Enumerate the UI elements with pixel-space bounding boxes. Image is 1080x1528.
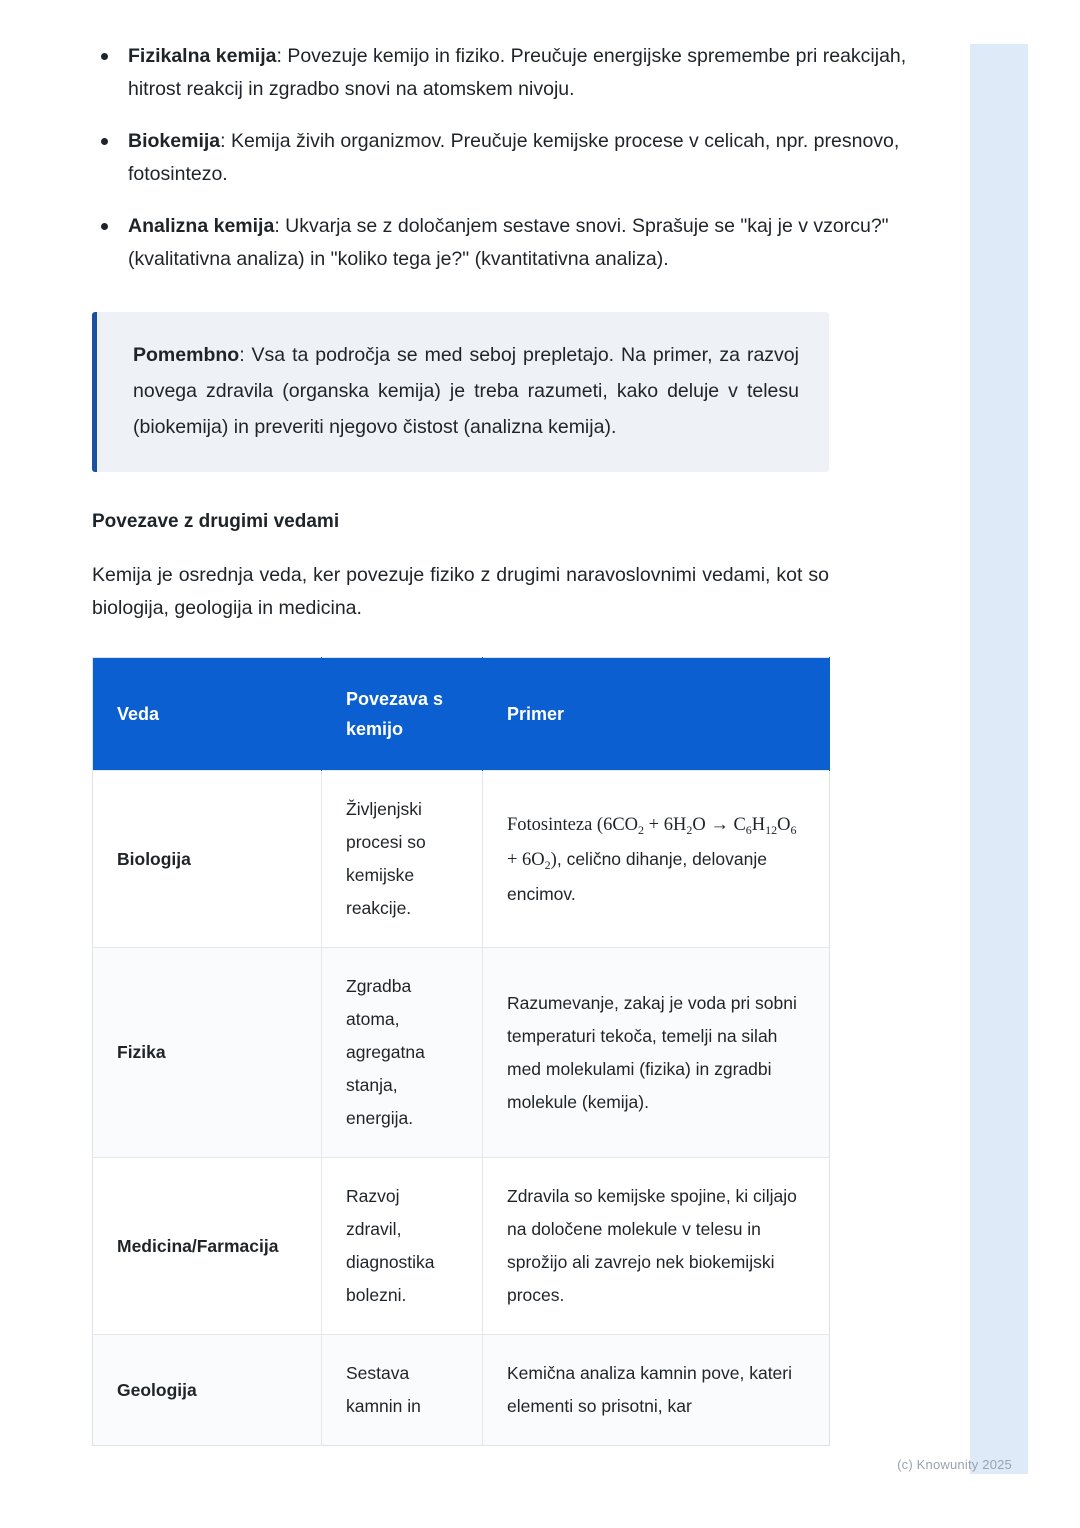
cell-povezava: Razvoj zdravil, diagnostika bolezni.	[322, 1158, 483, 1335]
cell-povezava: Življenjski procesi so kemijske reakcije.	[322, 771, 483, 948]
list-item-term: Fizikalna kemija	[128, 45, 277, 67]
cell-veda: Medicina/Farmacija	[93, 1158, 322, 1335]
cell-primer: Fotosinteza $(6CO_2 + 6H_2O \to C_6H_{12}O_6 + 6O_2)$, celično dihanje, delovanje encimov.	[483, 771, 830, 948]
table-header	[93, 658, 830, 771]
cell-primer: Razumevanje, zakaj je voda pri sobni temperaturi tekoča, temelji na silah med molekulami (fizika) in zgradbi molekule (kemija).	[483, 948, 830, 1158]
list-item-term: Biokemija	[128, 130, 221, 152]
cell-primer: Zdravila so kemijske spojine, ki ciljajo na določene molekule v telesu in sprožijo ali zavrejo nek biokemijski proces.	[483, 1158, 830, 1335]
important-callout	[92, 312, 829, 472]
list-item	[92, 125, 910, 191]
callout-text: : Vsa ta področja se med seboj prepletajo. Na primer, za razvoj novega zdravila (organska kemija) je treba razumeti, kako deluje v telesu (biokemija) in preveriti njegovo čistost (analizna kemija).	[133, 344, 799, 438]
table-row	[93, 1158, 830, 1335]
callout-label: Pomembno	[133, 344, 240, 366]
list-item	[92, 40, 910, 106]
list-item-term: Analizna kemija	[128, 215, 275, 237]
cell-veda: Fizika	[93, 948, 322, 1158]
cell-primer: Kemična analiza kamnin pove, kateri elementi so prisotni, kar	[483, 1335, 830, 1446]
scrollbar-rail[interactable]	[970, 0, 1080, 1528]
table-row	[93, 948, 830, 1158]
table-row	[93, 771, 830, 948]
table-header-povezava: Povezava s kemijo	[322, 658, 483, 771]
section-heading: Povezave z drugimi vedami	[92, 511, 340, 532]
list-item-text: : Ukvarja se z določanjem sestave snovi. Sprašuje se "kaj je v vzorcu?" (kvalitativna analiza) in "koliko tega je?" (kvantitativna analiza).	[128, 215, 889, 270]
scrollbar-track[interactable]	[970, 44, 1028, 1474]
table-header-row	[93, 658, 830, 771]
table-header-veda: Veda	[93, 658, 322, 771]
section-paragraph: Kemija je osrednja veda, ker povezuje fiziko z drugimi naravoslovnimi vedami, kot so biologija, geologija in medicina.	[92, 564, 829, 619]
cell-veda: Geologija	[93, 1335, 322, 1446]
watermark: (c) Knowunity 2025	[897, 1457, 1012, 1472]
chemistry-fields-list	[92, 40, 910, 276]
table-row	[93, 1335, 830, 1446]
cell-veda: Biologija	[93, 771, 322, 948]
cell-povezava: Sestava kamnin in	[322, 1335, 483, 1446]
photosynthesis-formula: Fotosinteza $(6CO_2 + 6H_2O \to C_6H_{12}O_6 + 6O_2)$	[507, 814, 797, 872]
connections-table	[92, 657, 830, 1446]
list-item-text: : Povezuje kemijo in fiziko. Preučuje energijske spremembe pri reakcijah, hitrost reakcij in zgradbo snovi na atomskem nivoju.	[128, 45, 907, 100]
list-item-text: : Kemija živih organizmov. Preučuje kemijske procese v celicah, npr. presnovo, fotosintezo.	[128, 130, 900, 185]
table-header-primer: Primer	[483, 658, 830, 771]
list-item	[92, 210, 910, 276]
cell-povezava: Zgradba atoma, agregatna stanja, energija.	[322, 948, 483, 1158]
table-body	[93, 771, 830, 1446]
callout-paragraph	[133, 337, 799, 445]
